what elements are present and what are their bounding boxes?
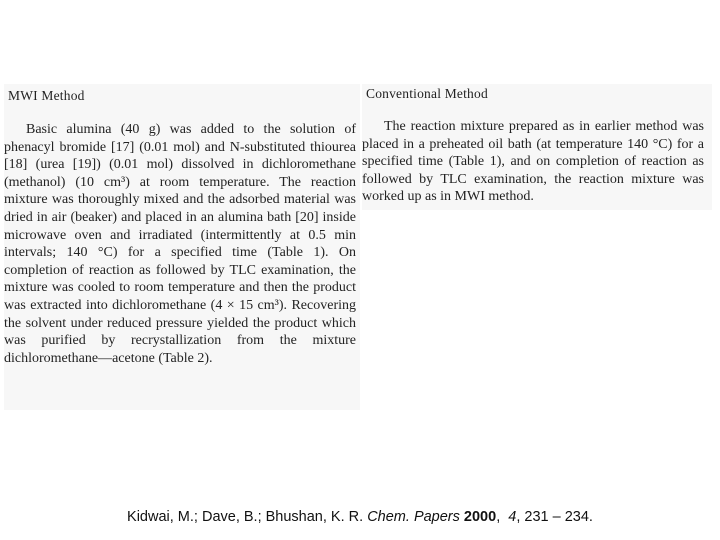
citation-authors: Kidwai, M.; Dave, B.; Bhushan, K. R. [127, 509, 364, 525]
citation-pages: 231 – 234. [524, 509, 593, 525]
citation-volume: 4 [508, 509, 517, 525]
citation-journal: Chem. Papers [367, 509, 460, 525]
mwi-method-excerpt [4, 84, 360, 410]
conventional-method-paragraph: The reaction mixture prepared as in earlier method was placed in a preheated oil bath (at temperature 140 °C) for a specified time (Table 1), and on completion of reaction as followed by TLC examination, the reaction mixture was worked up as in MWI method. [362, 119, 704, 205]
citation-year: 2000 [463, 509, 497, 525]
conventional-method-heading: Conventional Method [366, 86, 488, 101]
citation: Kidwai, M.; Dave, B.; Bhushan, K. R. Chem. Papers 2000, 4, 231 – 234. [127, 509, 593, 525]
mwi-method-heading: MWI Method [8, 88, 85, 103]
conventional-method-excerpt [362, 84, 712, 210]
mwi-method-paragraph: Basic alumina (40 g) was added to the solution of phenacyl bromide [17] (0.01 mol) and N-substituted thiourea [18] (urea [19]) (0.01 mol) dissolved in dichloromethane (methanol) (10 cm³) at room temperature. The reaction mixture was thoroughly mixed and the adsorbed material was dried in air (beaker) and placed in an alumina bath [20] inside microwave oven and irradiated (intermittently at 0.5 min intervals; 140 °C) for a specified time (Table 1). On completion of reaction as followed by TLC examination, the mixture was cooled to room temperature and then the product was extracted into dichloromethane (4 × 15 cm³). Recovering the solvent under reduced pressure yielded the product which was purified by recrystallization from the mixture dichloromethane—acetone (Table 2). [4, 122, 356, 366]
